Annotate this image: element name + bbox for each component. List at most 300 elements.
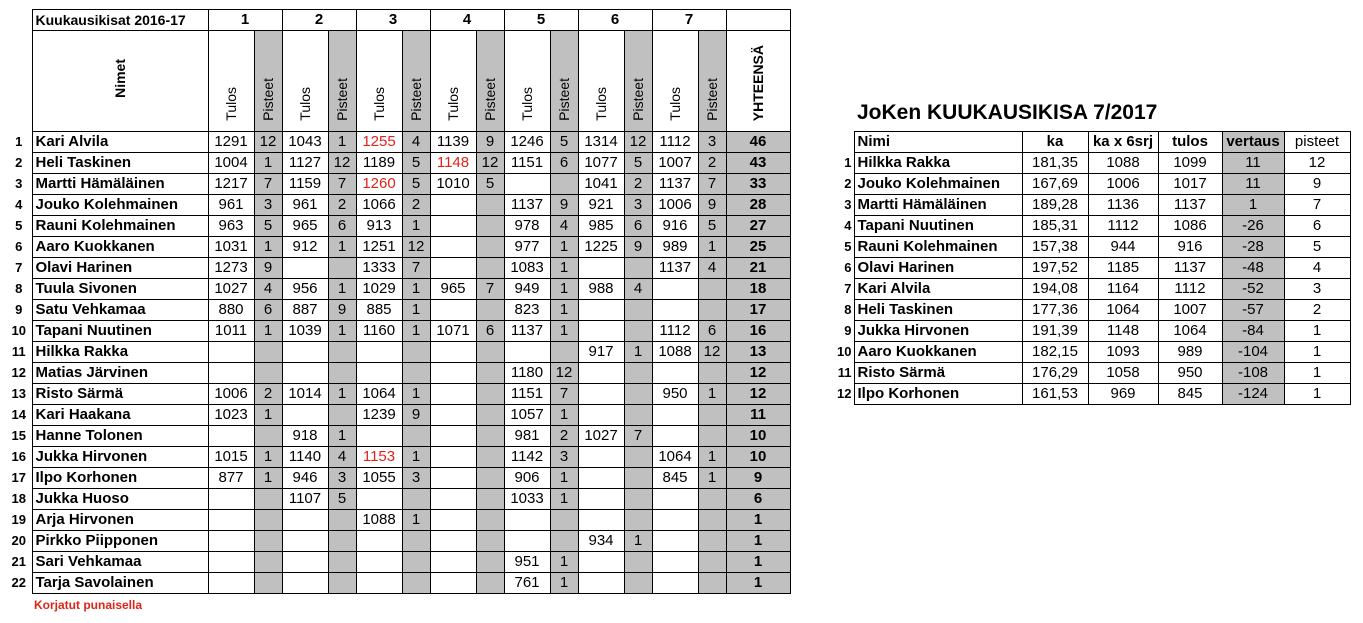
round-points	[254, 489, 282, 510]
round-points	[328, 363, 356, 384]
round-points: 1	[402, 321, 430, 342]
round-result: 956	[282, 279, 328, 300]
total-points: 27	[726, 216, 790, 237]
rank: 2	[844, 176, 852, 191]
comparison: -57	[1222, 300, 1284, 321]
round-points	[254, 363, 282, 384]
total-points: 21	[726, 258, 790, 279]
round-result: 1071	[430, 321, 476, 342]
round-points: 4	[624, 279, 652, 300]
player-name: Rauni Kolehmainen	[32, 216, 208, 237]
round-points: 7	[698, 174, 726, 195]
round-points: 1	[550, 279, 578, 300]
table-row	[6, 384, 790, 405]
round-points: 1	[550, 468, 578, 489]
points: 4	[1284, 258, 1350, 279]
round-result	[282, 342, 328, 363]
round-points: 3	[254, 195, 282, 216]
round-points	[402, 489, 430, 510]
row-number-header-blank	[832, 132, 854, 153]
round-points	[402, 363, 430, 384]
round-points	[624, 489, 652, 510]
round-result: 1027	[578, 426, 624, 447]
round-points: 2	[624, 174, 652, 195]
table-row	[832, 195, 1350, 216]
table-row	[6, 405, 790, 426]
round-result: 985	[578, 216, 624, 237]
points: 1	[1284, 363, 1350, 384]
comparison: -52	[1222, 279, 1284, 300]
round-points: 9	[624, 237, 652, 258]
table-row	[832, 237, 1350, 258]
round-result	[356, 552, 402, 573]
average: 185,31	[1022, 216, 1088, 237]
average-x6: 1112	[1088, 216, 1158, 237]
round-points: 7	[624, 426, 652, 447]
round-points: 9	[254, 258, 282, 279]
round-points	[550, 342, 578, 363]
result: 1086	[1158, 216, 1222, 237]
player-name: Hilkka Rakka	[854, 153, 1022, 174]
row-number: 2	[15, 155, 23, 170]
result-header-label: Tulos	[667, 87, 683, 121]
round-result: 1180	[504, 363, 550, 384]
total-points: 25	[726, 237, 790, 258]
points: 3	[1284, 279, 1350, 300]
points-header	[624, 31, 652, 132]
average-x6: 1093	[1088, 342, 1158, 363]
round-result: 1151	[504, 153, 550, 174]
round-points: 3	[328, 468, 356, 489]
round-result	[652, 426, 698, 447]
round-points	[476, 384, 504, 405]
row-number: 15	[11, 428, 26, 443]
round-points: 1	[328, 426, 356, 447]
round-points: 4	[328, 447, 356, 468]
month-col-header: tulos	[1158, 132, 1222, 153]
total-points: 1	[726, 573, 790, 594]
table-row	[6, 468, 790, 489]
round-points	[328, 342, 356, 363]
average: 181,35	[1022, 153, 1088, 174]
round-points	[550, 531, 578, 552]
comparison: -26	[1222, 216, 1284, 237]
comparison: -124	[1222, 384, 1284, 405]
round-result: 1260	[356, 174, 402, 195]
round-result	[652, 573, 698, 594]
round-result: 1077	[578, 153, 624, 174]
round-points: 5	[550, 132, 578, 153]
row-number: 5	[15, 218, 23, 233]
rank: 6	[844, 260, 852, 275]
result-header-label: Tulos	[519, 87, 535, 121]
average-x6: 1136	[1088, 195, 1158, 216]
total-points: 16	[726, 321, 790, 342]
player-name: Jukka Hirvonen	[32, 447, 208, 468]
total-points: 10	[726, 426, 790, 447]
round-points	[624, 447, 652, 468]
round-result	[578, 552, 624, 573]
month-col-header: Nimi	[854, 132, 1022, 153]
round-points	[254, 552, 282, 573]
comparison: 1	[1222, 195, 1284, 216]
round-points	[624, 300, 652, 321]
result: 950	[1158, 363, 1222, 384]
player-name: Risto Särmä	[854, 363, 1022, 384]
points-header	[402, 31, 430, 132]
round-result: 1083	[504, 258, 550, 279]
rank: 1	[844, 155, 852, 170]
round-result	[208, 531, 254, 552]
round-result: 1011	[208, 321, 254, 342]
round-points	[698, 426, 726, 447]
result-header	[578, 31, 624, 132]
round-result	[578, 468, 624, 489]
round-points	[550, 510, 578, 531]
round-result: 1064	[356, 384, 402, 405]
player-name: Martti Hämäläinen	[32, 174, 208, 195]
total-points: 1	[726, 531, 790, 552]
round-points	[624, 573, 652, 594]
round-result: 761	[504, 573, 550, 594]
round-result: 1333	[356, 258, 402, 279]
round-points	[476, 363, 504, 384]
round-result: 1153	[356, 447, 402, 468]
table-row	[832, 174, 1350, 195]
average-x6: 1064	[1088, 300, 1158, 321]
average: 194,08	[1022, 279, 1088, 300]
round-result	[504, 531, 550, 552]
round-points	[328, 552, 356, 573]
round-result	[430, 531, 476, 552]
round-points: 1	[550, 300, 578, 321]
table-row	[6, 174, 790, 195]
round-points: 1	[624, 342, 652, 363]
round-result: 1127	[282, 153, 328, 174]
round-result	[578, 447, 624, 468]
round-result: 1031	[208, 237, 254, 258]
round-result	[356, 363, 402, 384]
round-result: 988	[578, 279, 624, 300]
round-points	[476, 510, 504, 531]
round-points	[328, 573, 356, 594]
round-points: 4	[698, 258, 726, 279]
table-row	[6, 342, 790, 363]
table-row	[6, 300, 790, 321]
player-name: Heli Taskinen	[32, 153, 208, 174]
player-name: Ilpo Korhonen	[32, 468, 208, 489]
round-result: 961	[282, 195, 328, 216]
round-result: 946	[282, 468, 328, 489]
round-points: 6	[476, 321, 504, 342]
row-number: 22	[11, 575, 26, 590]
average: 167,69	[1022, 174, 1088, 195]
round-points	[476, 216, 504, 237]
round-result: 949	[504, 279, 550, 300]
round-result: 885	[356, 300, 402, 321]
table-row	[6, 426, 790, 447]
round-points: 1	[254, 153, 282, 174]
round-points	[624, 321, 652, 342]
round-points: 1	[550, 552, 578, 573]
table-row	[6, 573, 790, 594]
player-name: Kari Alvila	[854, 279, 1022, 300]
round-result	[356, 531, 402, 552]
round-points: 1	[254, 447, 282, 468]
average-x6: 1164	[1088, 279, 1158, 300]
round-result	[652, 510, 698, 531]
round-points: 1	[402, 279, 430, 300]
rank: 10	[837, 344, 852, 359]
round-points	[698, 552, 726, 573]
round-points	[476, 468, 504, 489]
player-name: Martti Hämäläinen	[854, 195, 1022, 216]
average-x6: 944	[1088, 237, 1158, 258]
round-result	[652, 552, 698, 573]
round-result: 1033	[504, 489, 550, 510]
total-header-top	[726, 10, 790, 31]
round-points	[698, 510, 726, 531]
round-points: 1	[328, 321, 356, 342]
round-points	[476, 237, 504, 258]
round-points	[476, 489, 504, 510]
round-points	[254, 510, 282, 531]
round-result	[430, 363, 476, 384]
round-points	[624, 363, 652, 384]
result-header	[282, 31, 328, 132]
result-header-label: Tulos	[371, 87, 387, 121]
row-number: 18	[11, 491, 26, 506]
result: 916	[1158, 237, 1222, 258]
result-header	[208, 31, 254, 132]
result: 1137	[1158, 258, 1222, 279]
round-points: 1	[402, 510, 430, 531]
round-points	[254, 531, 282, 552]
month-col-header: ka	[1022, 132, 1088, 153]
round-points	[624, 510, 652, 531]
table-row	[6, 279, 790, 300]
total-points: 17	[726, 300, 790, 321]
player-name: Arja Hirvonen	[32, 510, 208, 531]
round-result: 1151	[504, 384, 550, 405]
average-x6: 1185	[1088, 258, 1158, 279]
round-points	[476, 195, 504, 216]
round-result: 934	[578, 531, 624, 552]
round-points: 1	[254, 237, 282, 258]
average: 182,15	[1022, 342, 1088, 363]
round-result	[282, 531, 328, 552]
row-number: 8	[15, 281, 23, 296]
player-name: Tapani Nuutinen	[854, 216, 1022, 237]
round-result: 1137	[652, 174, 698, 195]
player-name: Heli Taskinen	[854, 300, 1022, 321]
player-name: Kari Haakana	[32, 405, 208, 426]
row-number-header-blank	[6, 10, 32, 31]
round-result	[578, 300, 624, 321]
round-result	[652, 363, 698, 384]
player-name: Jouko Kolehmainen	[854, 174, 1022, 195]
result-header-label: Tulos	[297, 87, 313, 121]
table-row	[832, 384, 1350, 405]
row-number: 20	[11, 533, 26, 548]
round-result: 1225	[578, 237, 624, 258]
round-result	[504, 174, 550, 195]
month-table-title: JoKen KUUKAUSIKISA 7/2017	[857, 101, 1158, 124]
round-result: 1137	[504, 321, 550, 342]
round-result: 1137	[652, 258, 698, 279]
result-header-label: Tulos	[593, 87, 609, 121]
total-points: 9	[726, 468, 790, 489]
round-points	[476, 258, 504, 279]
rank: 8	[844, 302, 852, 317]
average-x6: 1088	[1088, 153, 1158, 174]
round-result: 1112	[652, 132, 698, 153]
round-points: 9	[402, 405, 430, 426]
round-result	[578, 489, 624, 510]
round-points: 1	[550, 258, 578, 279]
month-result-table	[832, 131, 1351, 405]
round-points	[254, 573, 282, 594]
round-result: 1041	[578, 174, 624, 195]
result-header	[430, 31, 476, 132]
round-points: 7	[254, 174, 282, 195]
points-header	[550, 31, 578, 132]
round-points: 12	[550, 363, 578, 384]
round-points: 1	[698, 237, 726, 258]
table-row	[832, 279, 1350, 300]
row-number: 16	[11, 449, 26, 464]
round-result	[578, 321, 624, 342]
result-header	[356, 31, 402, 132]
rank: 3	[844, 197, 852, 212]
round-points: 1	[698, 447, 726, 468]
round-result: 1057	[504, 405, 550, 426]
round-header: 4	[430, 10, 504, 31]
round-result: 918	[282, 426, 328, 447]
result-header-label: Tulos	[223, 87, 239, 121]
round-result	[208, 426, 254, 447]
round-points	[402, 552, 430, 573]
round-result: 1314	[578, 132, 624, 153]
total-points: 33	[726, 174, 790, 195]
round-result: 961	[208, 195, 254, 216]
total-header-label: YHTEENSÄ	[750, 44, 766, 121]
round-points	[328, 531, 356, 552]
table-row	[832, 153, 1350, 174]
player-name: Hilkka Rakka	[32, 342, 208, 363]
points-header	[698, 31, 726, 132]
corrections-note: Korjatut punaisella	[34, 598, 143, 612]
points-header-label: Pisteet	[334, 78, 350, 121]
round-header: 5	[504, 10, 578, 31]
round-points	[476, 573, 504, 594]
round-points: 12	[698, 342, 726, 363]
round-result: 1064	[652, 447, 698, 468]
round-points: 5	[698, 216, 726, 237]
round-points: 7	[328, 174, 356, 195]
player-name: Hanne Tolonen	[32, 426, 208, 447]
round-points: 1	[550, 237, 578, 258]
round-result: 913	[356, 216, 402, 237]
table-row	[6, 195, 790, 216]
round-points	[254, 342, 282, 363]
points-header-label: Pisteet	[482, 78, 498, 121]
result-header	[652, 31, 698, 132]
round-points: 4	[254, 279, 282, 300]
round-result: 1160	[356, 321, 402, 342]
round-result	[652, 279, 698, 300]
round-result: 912	[282, 237, 328, 258]
round-points: 9	[328, 300, 356, 321]
points: 7	[1284, 195, 1350, 216]
round-points: 1	[698, 468, 726, 489]
round-points	[254, 426, 282, 447]
player-name: Sari Vehkamaa	[32, 552, 208, 573]
total-points: 43	[726, 153, 790, 174]
rank: 4	[844, 218, 852, 233]
points: 5	[1284, 237, 1350, 258]
average: 189,28	[1022, 195, 1088, 216]
round-result	[578, 573, 624, 594]
row-number: 11	[11, 344, 26, 359]
round-points: 1	[550, 321, 578, 342]
result-header	[504, 31, 550, 132]
round-result	[652, 489, 698, 510]
player-name: Jukka Huoso	[32, 489, 208, 510]
average-x6: 969	[1088, 384, 1158, 405]
round-result: 1023	[208, 405, 254, 426]
round-points	[624, 258, 652, 279]
round-points: 1	[402, 447, 430, 468]
table-row	[6, 153, 790, 174]
round-result	[282, 510, 328, 531]
round-result: 1189	[356, 153, 402, 174]
table-row	[832, 342, 1350, 363]
round-result: 1140	[282, 447, 328, 468]
comparison: -104	[1222, 342, 1284, 363]
round-points: 7	[476, 279, 504, 300]
table-row	[832, 363, 1350, 384]
round-points: 9	[476, 132, 504, 153]
round-points: 2	[328, 195, 356, 216]
player-name: Olavi Harinen	[854, 258, 1022, 279]
row-number: 12	[11, 365, 26, 380]
round-result: 977	[504, 237, 550, 258]
round-result	[208, 510, 254, 531]
round-result	[356, 342, 402, 363]
average: 197,52	[1022, 258, 1088, 279]
round-result: 1043	[282, 132, 328, 153]
round-result	[282, 405, 328, 426]
row-number: 19	[11, 512, 26, 527]
player-name: Aaro Kuokkanen	[854, 342, 1022, 363]
round-result	[430, 237, 476, 258]
player-name: Satu Vehkamaa	[32, 300, 208, 321]
round-points: 1	[328, 237, 356, 258]
round-result: 1055	[356, 468, 402, 489]
player-name: Matias Järvinen	[32, 363, 208, 384]
rank: 9	[844, 323, 852, 338]
round-result	[430, 552, 476, 573]
round-result: 1246	[504, 132, 550, 153]
round-points: 12	[328, 153, 356, 174]
round-points	[402, 342, 430, 363]
round-result: 951	[504, 552, 550, 573]
round-result	[430, 342, 476, 363]
round-points	[624, 552, 652, 573]
result: 845	[1158, 384, 1222, 405]
round-points: 1	[550, 489, 578, 510]
